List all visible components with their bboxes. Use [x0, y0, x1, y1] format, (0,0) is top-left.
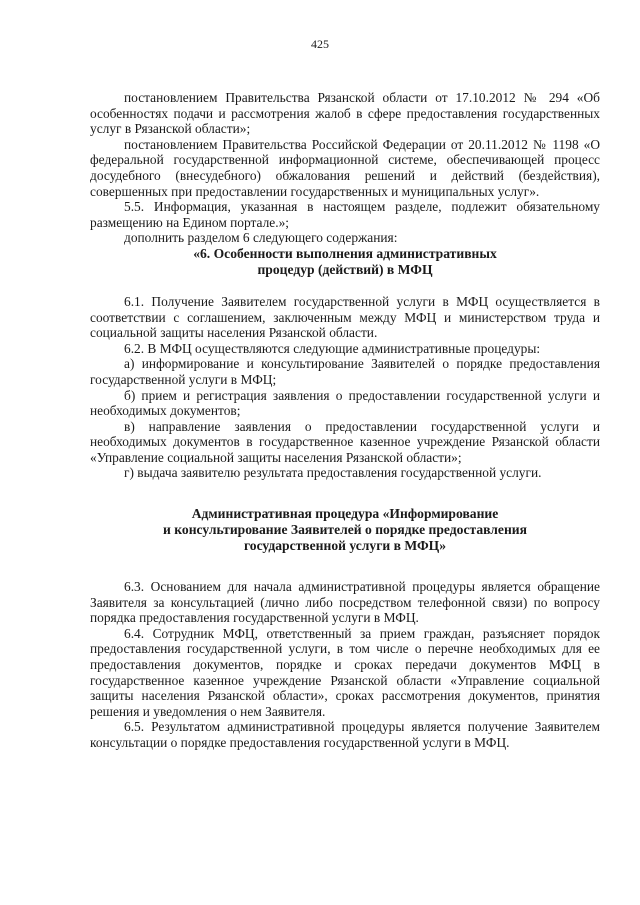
paragraph-6-1: 6.1. Получение Заявителем государственной услуги в МФЦ осуществляется в соответствии с соглашением, заключенным между МФЦ и министерством труда и социальной защиты населения Рязанской области. [90, 293, 600, 341]
paragraph-add-section-6: дополнить разделом 6 следующего содержания: [124, 230, 398, 246]
paragraph-6-3: 6.3. Основанием для начала административной процедуры является обращение Заявителя за консультацией (лично либо посредством телефонной связи) по вопросу порядка предоставления государственной услуги в МФЦ. [90, 579, 600, 626]
section-6-heading-line-2: процедур (действий) в МФЦ [257, 261, 433, 277]
list-item-b: б) прием и регистрация заявления о предоставлении государственной услуги и необходимых документов; [90, 387, 600, 419]
list-item-a: а) информирование и консультирование Заявителей о порядке предоставления государственной услуги в МФЦ; [90, 356, 600, 387]
list-item-v: в) направление заявления о предоставлении государственной услуги и необходимых документов в государственное казенное учреждение Рязанской области «Управление социальной защиты населения Рязанской области»; [90, 418, 600, 465]
procedure-heading-line-3: государственной услуги в МФЦ» [243, 538, 447, 554]
page-number: 425 [311, 37, 329, 51]
section-6-heading [90, 246, 600, 278]
paragraph-6-5: 6.5. Результатом административной процедуры является получение Заявителем консультации о порядке предоставления государственной услуги в МФЦ. [90, 719, 600, 750]
section-6-heading-line-1: «6. Особенности выполнения административных [193, 245, 497, 261]
procedure-heading-line-1: Административная процедура «Информирование [191, 506, 499, 522]
paragraph-6-4: 6.4. Сотрудник МФЦ, ответственный за прием граждан, разъясняет порядок предоставления государственной услуги, в том числе о перечне необходимых для ее предоставления документов, порядке и сроках передачи документов МФЦ в государственное казенное учреждение Рязанской области «Управление социальной защиты населения Рязанской области», сроках рассмотрения документов, принятия решения и уведомления о нем Заявителя. [90, 625, 600, 719]
paragraph-5-5: 5.5. Информация, указанная в настоящем разделе, подлежит обязательному размещению на Едином портале.»; [90, 199, 600, 230]
procedure-heading [90, 506, 600, 554]
procedure-heading-line-2: и консультирование Заявителей о порядке предоставления [163, 522, 527, 538]
paragraph-resolution-294: постановлением Правительства Рязанской области от 17.10.2012 № 294 «Об особенностях подачи и рассмотрения жалоб в сфере предоставления государственных услуг в Рязанской области»; [90, 90, 600, 137]
document-body [90, 90, 600, 751]
paragraph-resolution-1198: постановлением Правительства Российской Федерации от 20.11.2012 № 1198 «О федеральной государственной информационной системе, обеспечивающей процесс досудебного (внесудебного) обжалования решений и действий (бездействия), совершенных при предоставлении государственных и муниципальных услуг». [90, 136, 600, 199]
list-item-g: г) выдача заявителю результата предоставления государственной услуги. [124, 465, 542, 481]
paragraph-6-2: 6.2. В МФЦ осуществляются следующие административные процедуры: [124, 340, 541, 356]
